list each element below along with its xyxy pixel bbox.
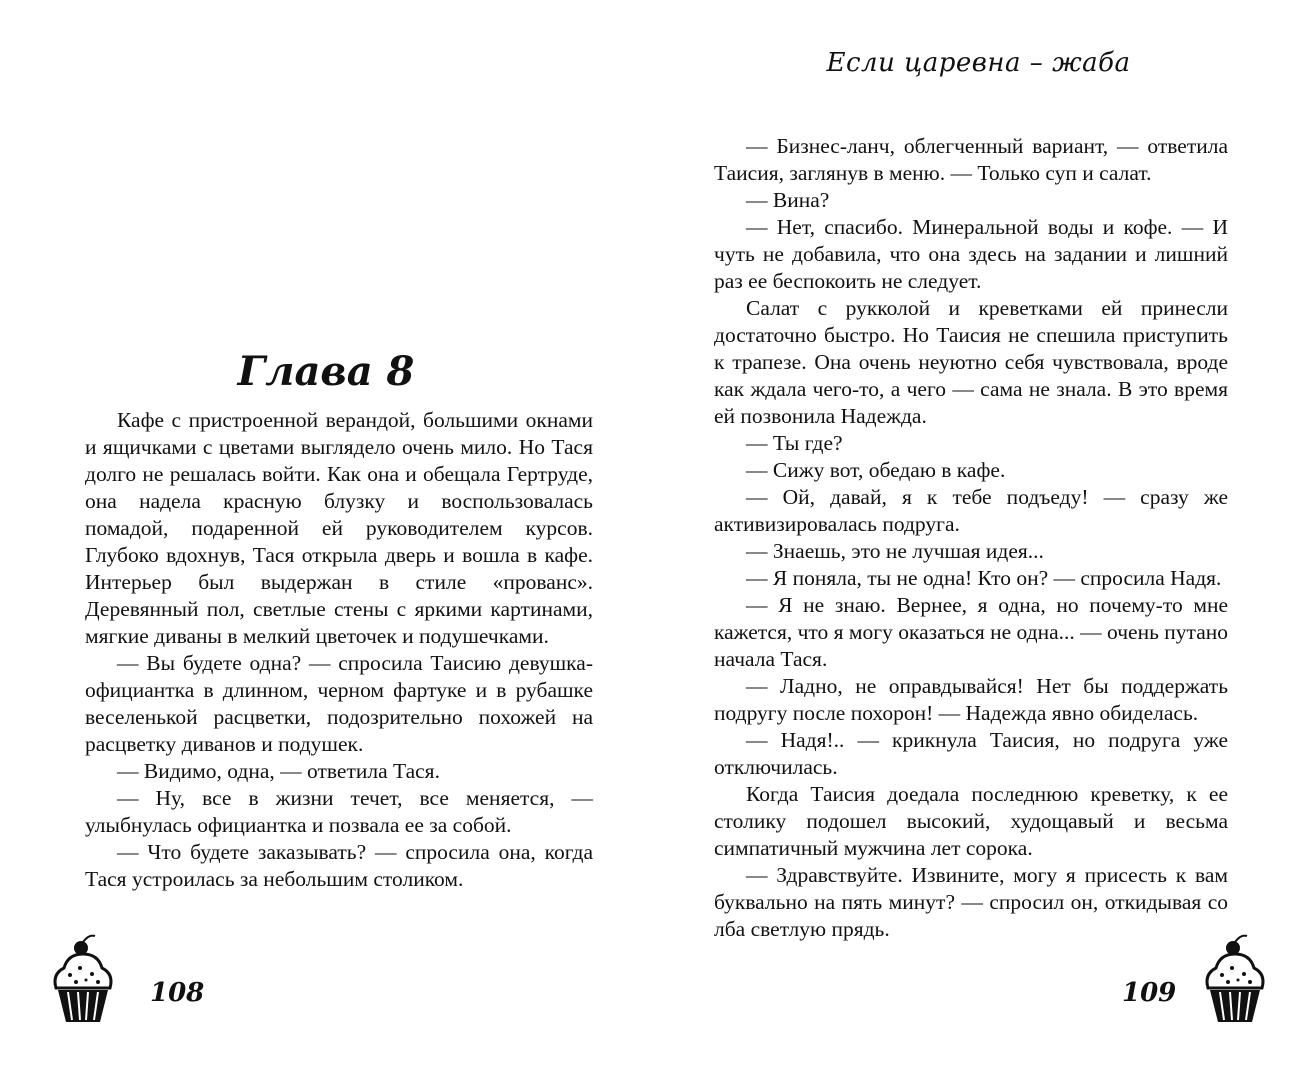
- paragraph: — Ладно, не оправдывайся! Нет бы поддержать подругу после похорон! — Надежда явно обиделась.: [714, 674, 1228, 725]
- paragraph: — Я поняла, ты не одна! Кто он? — спросила Надя.: [746, 566, 1222, 590]
- paragraph: — Нет, спасибо. Минеральной воды и кофе. — И чуть не добавила, что она здесь на задании и лишний раз ее беспокоить не следует.: [714, 215, 1228, 293]
- paragraph: — Ну, все в жизни течет, все меняется, — улыбнулась официантка и позвала ее за собой.: [85, 786, 593, 837]
- paragraph: Салат с рукколой и креветками ей принесли достаточно быстро. Но Таисия не спешила приступить к трапезе. Она очень неуютно себя чувствовала, вроде как ждала чего-то, а чего — сама не знала. В это время ей позвонила Надежда.: [714, 296, 1228, 428]
- paragraph: — Вы будете одна? — спросила Таисию девушка-официантка в длинном, черном фартуке и в рубашке веселенькой расцветки, подозрительно похожей на расцветку диванов и подушек.: [85, 651, 593, 756]
- paragraph: — Знаешь, это не лучшая идея...: [746, 539, 1044, 563]
- cupcake-icon: [1200, 930, 1270, 1030]
- paragraph: Когда Таисия доедала последнюю креветку, к ее столику подошел высокий, худощавый и весьма симпатичный мужчина лет сорока.: [714, 782, 1228, 860]
- paragraph: — Сижу вот, обедаю в кафе.: [746, 458, 1006, 482]
- page-number: 108: [150, 978, 205, 1008]
- chapter-title: Глава 8: [237, 348, 415, 395]
- paragraph: — Ты где?: [746, 431, 843, 455]
- paragraph: — Видимо, одна, — ответила Тася.: [117, 759, 440, 783]
- paragraph: — Что будете заказывать? — спросила она, когда Тася устроилась за небольшим столиком.: [85, 840, 593, 891]
- left-page-text: [85, 407, 593, 893]
- paragraph: Кафе с пристроенной верандой, большими окнами и ящичками с цветами выглядело очень мило. Но Тася долго не решалась войти. Как она и обещала Гертруде, она надела красную блузку и воспользовалась помадой, подаренной ей руководителем курсов. Глубоко вдохнув, Тася открыла дверь и вошла в кафе. Интерьер был выдержан в стиле «прованс». Деревянный пол, светлые стены с яркими картинами, мягкие диваны в мелкий цветочек и подушечками.: [85, 408, 593, 648]
- right-page-text: [714, 133, 1228, 943]
- right-page: [652, 0, 1305, 1080]
- paragraph: — Здравствуйте. Извините, могу я присесть к вам буквально на пять минут? — спросил он, откидывая со лба светлую прядь.: [714, 863, 1228, 941]
- paragraph: — Бизнес-ланч, облегченный вариант, — ответила Таисия, заглянув в меню. — Только суп и салат.: [714, 134, 1228, 185]
- left-page: [0, 0, 652, 1080]
- paragraph: — Вина?: [746, 188, 830, 212]
- page-number: 109: [1122, 978, 1177, 1008]
- paragraph: — Я не знаю. Вернее, я одна, но почему-то мне кажется, что я могу оказаться не одна... — очень путано начала Тася.: [714, 593, 1228, 671]
- cupcake-icon: [48, 930, 118, 1030]
- running-head: Если царевна – жаба: [826, 48, 1131, 78]
- paragraph: — Надя!.. — крикнула Таисия, но подруга уже отключилась.: [714, 728, 1228, 779]
- paragraph: — Ой, давай, я к тебе подъеду! — сразу же активизировалась подруга.: [714, 485, 1228, 536]
